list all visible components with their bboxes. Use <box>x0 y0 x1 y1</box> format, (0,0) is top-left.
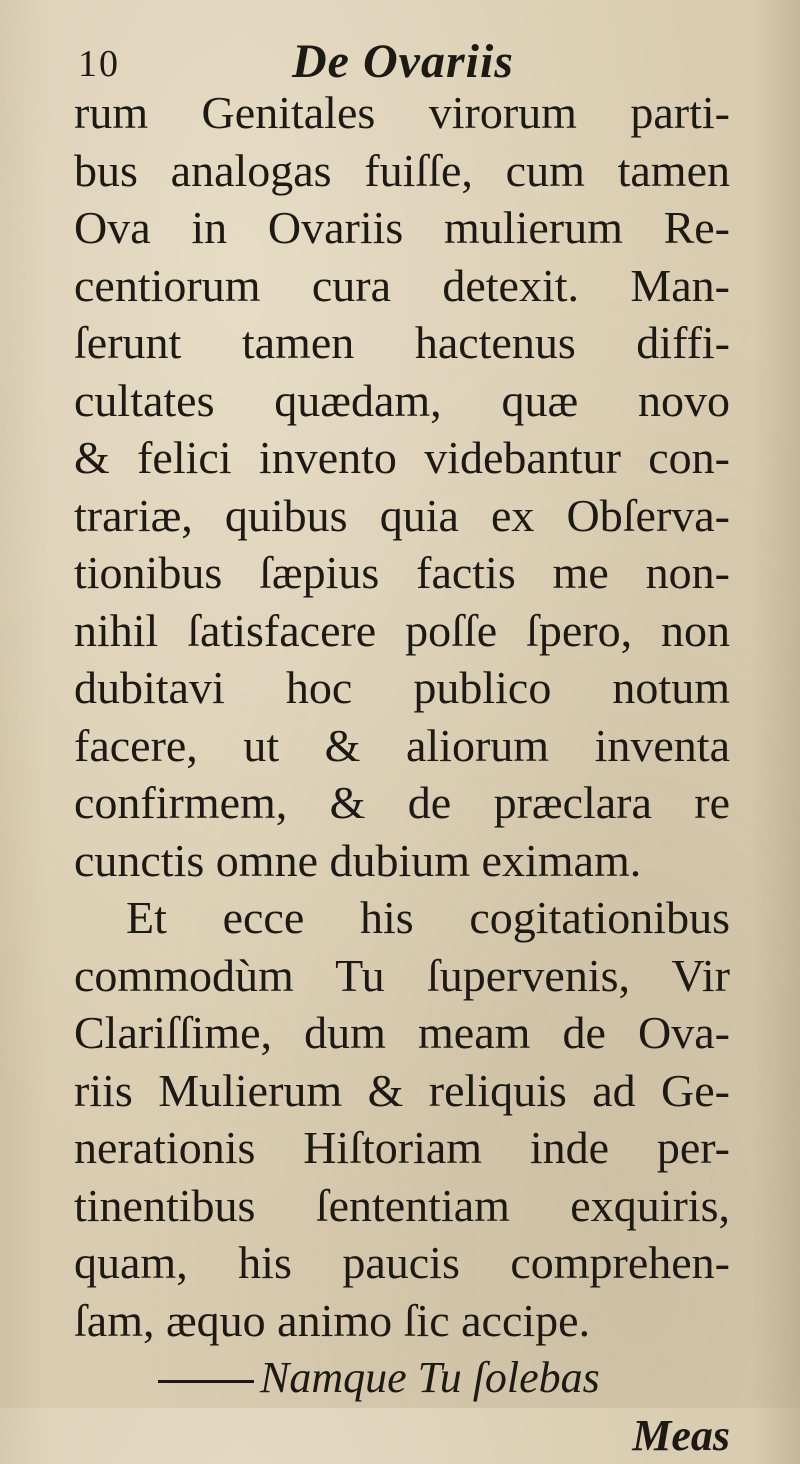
text-line: tionibus ſæpius factis me non- <box>74 544 730 602</box>
text-line: ſerunt tamen hactenus diffi- <box>74 314 730 372</box>
text-line: tinentibus ſententiam exquiris, <box>74 1177 730 1235</box>
catchword: Meas <box>74 1407 730 1464</box>
text-line: quam, his paucis comprehen- <box>74 1234 730 1292</box>
text-line: nihil ſatisfacere poſſe ſpero, non <box>74 602 730 660</box>
text-line: Clariſſime, dum meam de Ova- <box>74 1004 730 1062</box>
em-dash-rule <box>158 1380 254 1383</box>
text-line: centiorum cura detexit. Man- <box>74 257 730 315</box>
text-line: cultates quædam, quæ novo <box>74 372 730 430</box>
quote-text: Namque Tu ſolebas <box>260 1353 600 1402</box>
text-line: confirmem, & de præclara re <box>74 774 730 832</box>
text-line: Et ecce his cogitationibus <box>74 889 730 947</box>
text-line: bus analogas fuiſſe, cum tamen <box>74 142 730 200</box>
text-line: trariæ, quibus quia ex Obſerva- <box>74 487 730 545</box>
text-line: facere, ut & aliorum inventa <box>74 717 730 775</box>
text-line: ſam, æquo animo ſic accipe. <box>74 1292 730 1350</box>
running-title: De Ovariis <box>292 34 514 89</box>
page-number: 10 <box>78 42 120 86</box>
text-line: riis Mulierum & reliquis ad Ge- <box>74 1062 730 1120</box>
text-line: rum Genitales virorum parti- <box>74 84 730 142</box>
text-line: commodùm Tu ſupervenis, Vir <box>74 947 730 1005</box>
body-text <box>74 84 730 1464</box>
text-line: cunctis omne dubium eximam. <box>74 832 730 890</box>
running-head <box>78 34 738 90</box>
text-line: Ova in Ovariis mulierum Re- <box>74 199 730 257</box>
text-line: nerationis Hiſtoriam inde per- <box>74 1119 730 1177</box>
text-line: & felici invento videbantur con- <box>74 429 730 487</box>
quote-line <box>74 1349 730 1407</box>
text-line: dubitavi hoc publico notum <box>74 659 730 717</box>
